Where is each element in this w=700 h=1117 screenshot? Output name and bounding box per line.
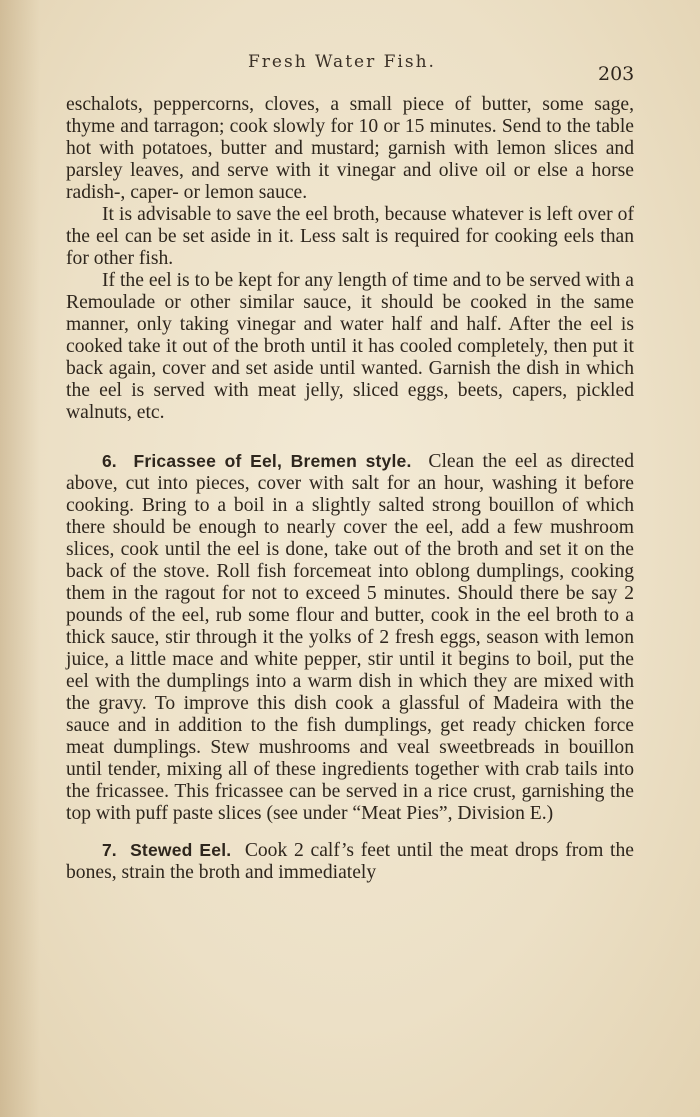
paragraph-continuation: eschalots, peppercorns, cloves, a small piece of butter, some sage, thyme and tarragon; cook slowly for 10 or 15 minutes. Send to the table hot with potatoes, butter and mustard; garnish with lemon slices and parsley leaves, and serve with it vinegar and olive oil or else a horse radish-, caper- or lemon sauce. [66,94,634,203]
recipe-7-body: Cook 2 calf’s feet until the meat drops from the bones, strain the broth and immediately [66,840,634,883]
paragraph-eel-broth: It is advisable to save the eel broth, because whatever is left over of the eel can be set aside in it. Less salt is required for cooking eels than for other fish. [66,204,634,269]
recipe-7-title: Stewed Eel. [130,840,232,860]
recipe-6 [66,450,634,825]
recipe-7-number: 7. [102,840,117,860]
paragraph-keeping-eel: If the eel is to be kept for any length of time and to be served with a Remoulade or other similar sauce, it should be cooked in the same manner, only taking vinegar and water half and half. After the eel is cooked take it out of the broth until it has cooled completely, then put it back again, cover and set aside until wanted. Garnish the dish in which the eel is served with meat jelly, sliced eggs, beets, capers, pickled walnuts, etc. [66,270,634,423]
running-head: Fresh Water Fish. [248,52,436,72]
page-number: 203 [598,63,635,85]
recipe-6-number: 6. [102,451,117,471]
recipe-6-body: Clean the eel as directed above, cut into pieces, cover with salt for an hour, washing it before cooking. Bring to a boil in a slightly salted strong bouillon of which there should be enough to nearly cover the eel, add a few mushroom slices, cook until the eel is done, take out of the broth and set it on the back of the stove. Roll fish forcemeat into oblong dumplings, cooking them in the ragout for not to exceed 5 minutes. Should there be say 2 pounds of the eel, rub some flour and butter, cook in the eel broth to a thick sauce, stir through it the yolks of 2 fresh eggs, season with lemon juice, a little mace and white pepper, stir until it begins to boil, put the eel with the dumplings into a warm dish in which they are mixed with the gravy. To improve this dish cook a glassful of Madeira with the sauce and in addition to the fish dumplings, get ready chicken force meat dumplings. Stew mushrooms and veal sweetbreads in bouillon until tender, mixing all of these ingredients together with crab tails into the fricassee. This fricassee can be served in a rice crust, garnishing the top with puff paste slices (see under “Meat Pies”, Division E.) [66,451,635,824]
page-gutter-shadow [0,0,40,1117]
recipe-6-title: Fricassee of Eel, Bremen style. [133,451,412,471]
body-text [66,94,634,884]
recipe-7 [66,839,634,884]
